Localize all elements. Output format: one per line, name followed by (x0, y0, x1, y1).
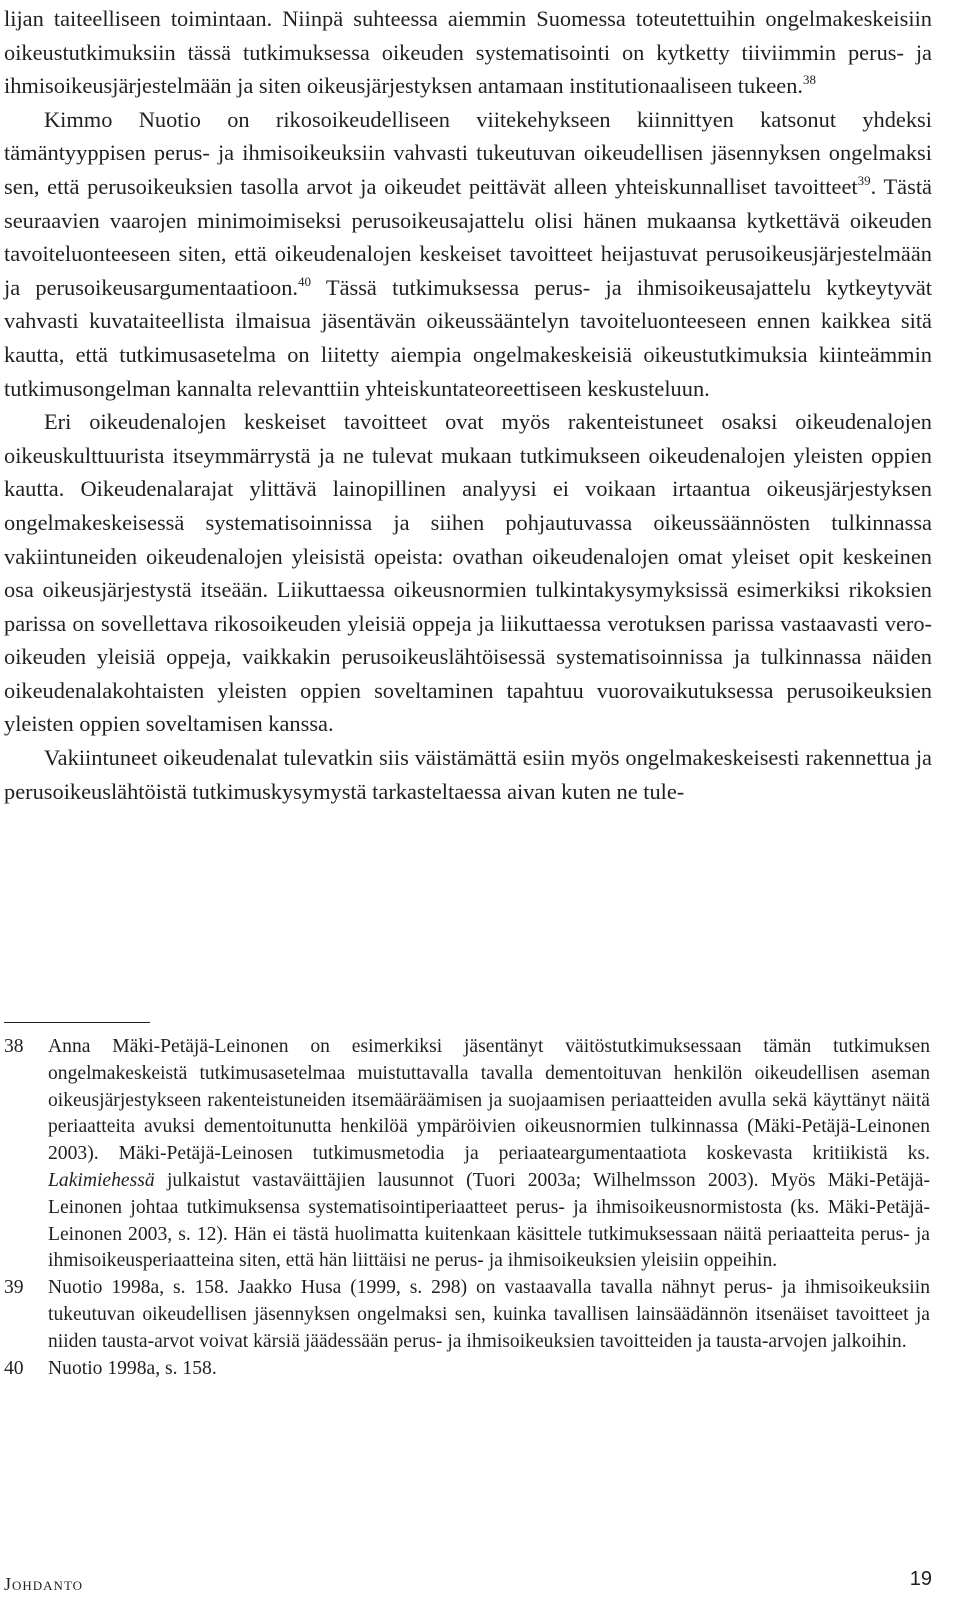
footnote-ref-39[interactable]: 39 (857, 172, 871, 188)
footnote-ref-40[interactable]: 40 (298, 273, 312, 289)
footnote-number: 38 (4, 1036, 24, 1057)
footnote-number: 39 (4, 1277, 24, 1299)
paragraph-4: Vakiintuneet oikeudenalat tulevatkin siis väistämättä esiin myös ongelmakeskeisesti rakennettua ja perusoikeuslähtöistä tutkimuskysymystä tarkasteltaessa aivan kuten ne tule- (4, 745, 932, 804)
footnote-39: 39 Nuotio 1998a, s. 158. Jaakko Husa (1999, s. 298) on vastaavalla tavalla nähnyt perus- ja ihmisoikeuksiin tukeutuvan oikeudellisen jäsennyksen ongelmaksi sen, kuinka tavallisen lainsäädännön itsenäiset tavoitteet ja niiden tausta-arvot voivat kärsiä jäädessään perus- ja ihmisoikeuksien tavoitteiden ja tausta-arvojen jalkoihin. (4, 1277, 930, 1352)
page-number: 19 (909, 1568, 932, 1590)
paragraph-1: lijan taiteelliseen toimintaan. Niinpä suhteessa aiemmin Suomessa toteutettuihin ongelmakeskeisiin oikeustutkimuksiin tässä tutkimuksessa oikeuden systematisointi on kytketty tiiviimmin perus- ja ihmisoikeusjärjestelmään ja siten oikeusjärjestyksen antamaan institutionaaliseen tukeen.$^{38}$ (4, 6, 932, 99)
body-text (4, 2, 932, 808)
footnotes (4, 1034, 930, 1382)
footnote-38: 38 Anna Mäki-Petäjä-Leinonen on esimerkiksi jäsentänyt väitöstutkimuksessaan tämän tutkimuksen ongelmakeskeistä tutkimusasetelmaa muistuttavalla tavalla dementoituvan henkilön oikeudellisen aseman oikeusjärjestykseen rakenteistuneiden itsemääräämisen ja suojaamisen periaatteiden avulla sekä käyttänyt näitä periaatteita avuksi dementoitunutta henkilöä ympäröivien oikeusnormien tulkinnassa (Mäki-Petäjä-Leinonen 2003). Mäki-Petäjä-Leinosen tutkimusmetodia ja periaateargumentaatiota koskevasta kritiikistä ks. Lakimiehessä julkaistut vastaväittäjien lausunnot (Tuori 2003a; Wilhelmsson 2003). Myös Mäki-Petäjä-Leinonen johtaa tutkimuksensa systematisointiperiaatteet perus- ja ihmisoikeusnormistosta (ks. Mäki-Petäjä-Leinonen 2003, s. 12). Hän ei tästä huolimatta kuitenkaan käsittele tutkimuksessaan näitä periaatteita perus- ja ihmisoikeusperiaatteina siten, että hän liittäisi ne perus- ja ihmisoikeuksien yleisiin oppeihin. (4, 1036, 930, 1272)
italic-term: Lakimiehessä (48, 1169, 155, 1191)
footnote-divider (4, 1022, 150, 1023)
running-footer-section: Johdanto (4, 1574, 84, 1594)
paragraph-3: Eri oikeudenalojen keskeiset tavoitteet ovat myös rakenteistuneet osaksi oikeudenalojen oikeuskulttuurista itseymmärrystä ja ne tulevat mukaan tutkimukseen oikeudenalojen yleisten oppien kautta. Oikeudenalarajat ylittävä lainopillinen analyysi ei voikaan irtaantua oikeusjärjestyksen ongelmakeskeisessä systematisoinnissa ja siihen pohjautuvassa oikeussäännösten tulkinnassa vakiintuneiden oikeudenalojen yleisistä opeista: ovathan oikeudenalojen omat yleiset opit keskeinen osa oikeusjärjestystä itseään. Liikuttaessa oikeusnormien tulkintakysymyksissä esimerkiksi rikoksien parissa on sovellettava rikosoikeuden yleisiä oppeja ja liikuttaessa verotuksen parissa vastaavasti vero-oikeuden yleisiä oppeja, vaikkakin perusoikeuslähtöisessä systematisoinnissa ja tulkinnassa näiden oikeudenalakohtaisten yleisten oppien soveltaminen tapahtuu vuorovaikutuksessa perusoikeuksien yleisten oppien soveltamisen kanssa. (4, 409, 932, 737)
footnote-40: 40 Nuotio 1998a, s. 158. (4, 1356, 930, 1383)
footnote-ref-38[interactable]: 38 (803, 72, 817, 88)
footnote-number: 40 (4, 1357, 24, 1379)
paragraph-2: Kimmo Nuotio on rikosoikeudelliseen viitekehykseen kiinnittyen katsonut yhdeksi tämäntyyppisen perus- ja ihmisoikeuksiin vahvasti tukeutuvan oikeudellisen jäsennyksen ongelmaksi sen, että perusoikeuksien tasolla arvot ja oikeudet peittävät alleen yhteiskunnalliset tavoitteet$^{39}$. Tästä seuraavien vaarojen minimoimiseksi perusoikeusajattelu olisi hänen mukaansa kytkettävä oikeuden tavoiteluonteeseen siten, että oikeudenalojen keskeiset tavoitteet heijastuvat perusoikeusjärjestelmään ja perusoikeusargumentaatioon.$^{40}$ Tässä tutkimuksessa perus- ja ihmisoikeusajattelu kytkeytyvät vahvasti kuvataiteellista ilmaisua jäsentävän oikeussääntelyn tavoiteluonteeseen ennen kaikkea sitä kautta, että tutkimusasetelma on liitetty aiempia ongelmakeskeisiä oikeustutkimuksia kiinteämmin tutkimusongelman kannalta relevanttiin yhteiskuntateoreettiseen keskusteluun. (4, 106, 932, 401)
